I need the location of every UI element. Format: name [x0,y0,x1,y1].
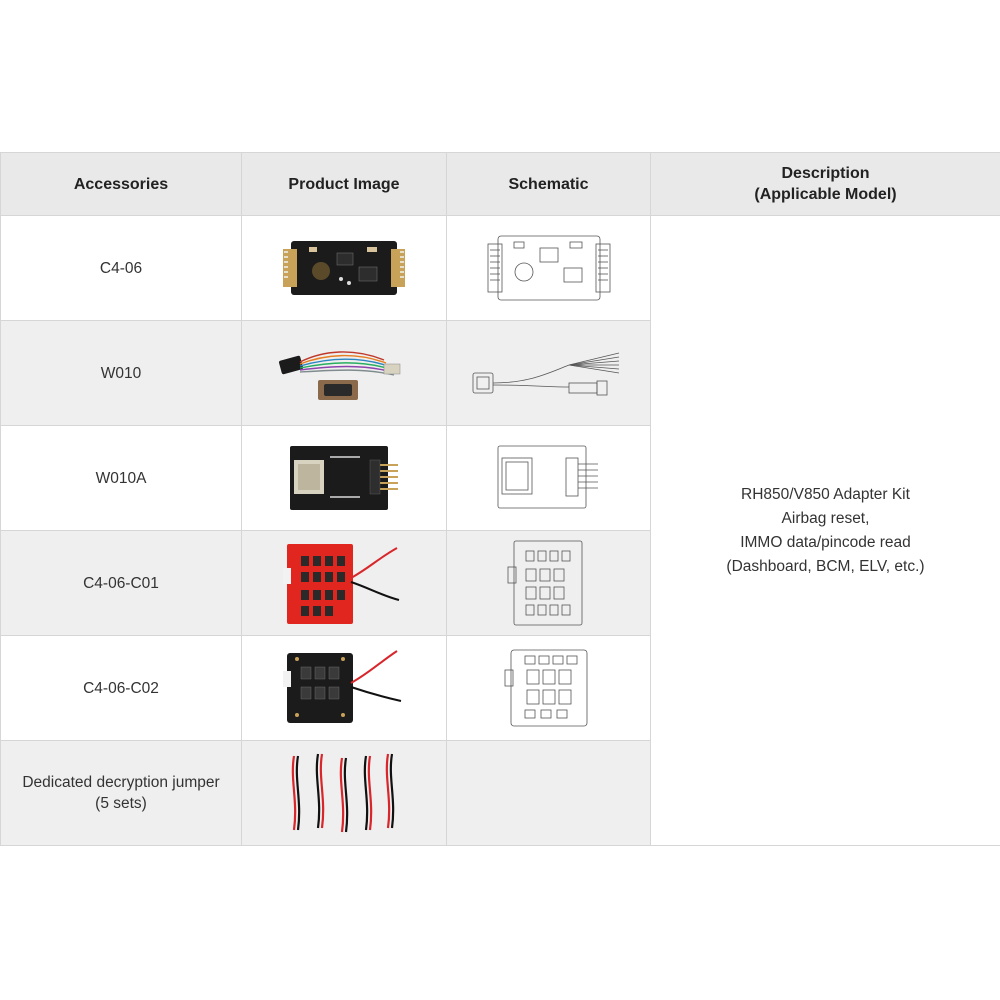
product-image-cell [242,531,447,636]
schematic-cell [447,741,651,846]
schematic-cell [447,531,651,636]
description-line: RH850/V850 Adapter Kit [741,485,910,503]
header-description-subtitle: (Applicable Model) [754,186,897,203]
product-image-cell [242,636,447,741]
accessory-name: C4-06-C02 [1,636,242,741]
adapter-board-schematic [494,442,604,514]
accessory-name: W010 [1,321,242,426]
accessory-name: W010A [1,426,242,531]
red-pcb-icon [279,538,409,628]
accessory-name: C4-06-C01 [1,531,242,636]
description-line: IMMO data/pincode read [740,533,911,551]
product-image-cell [242,741,447,846]
accessory-name-line: Dedicated decryption jumper [22,774,220,791]
product-image-cell [242,426,447,531]
adapter-board-icon [284,442,404,514]
accessory-name [1,741,242,846]
header-product-image: Product Image [242,153,447,216]
schematic-cell [447,426,651,531]
pcb-adapter-icon [279,233,409,303]
description-line: Airbag reset, [781,509,870,527]
accessory-name-line: (5 sets) [95,795,147,812]
schematic-cell [447,636,651,741]
black-pcb-schematic [501,646,597,730]
header-schematic: Schematic [447,153,651,216]
accessories-table [0,152,1000,846]
cable-schematic [469,343,629,403]
cable-connector-icon [274,340,414,406]
header-row [1,153,1000,216]
black-pcb-icon [279,645,409,731]
header-description [651,153,1000,216]
schematic-cell [447,216,651,321]
product-image-cell [242,216,447,321]
description-line: (Dashboard, BCM, ELV, etc.) [726,557,925,575]
accessory-name: C4-06 [1,216,242,321]
jumper-wires-icon [284,750,404,836]
description-cell [651,216,1000,846]
schematic-cell [447,321,651,426]
header-description-title: Description [781,165,870,182]
red-pcb-schematic [504,537,594,629]
pcb-adapter-schematic [484,230,614,306]
header-accessories: Accessories [1,153,242,216]
table-row [1,216,1000,321]
product-image-cell [242,321,447,426]
